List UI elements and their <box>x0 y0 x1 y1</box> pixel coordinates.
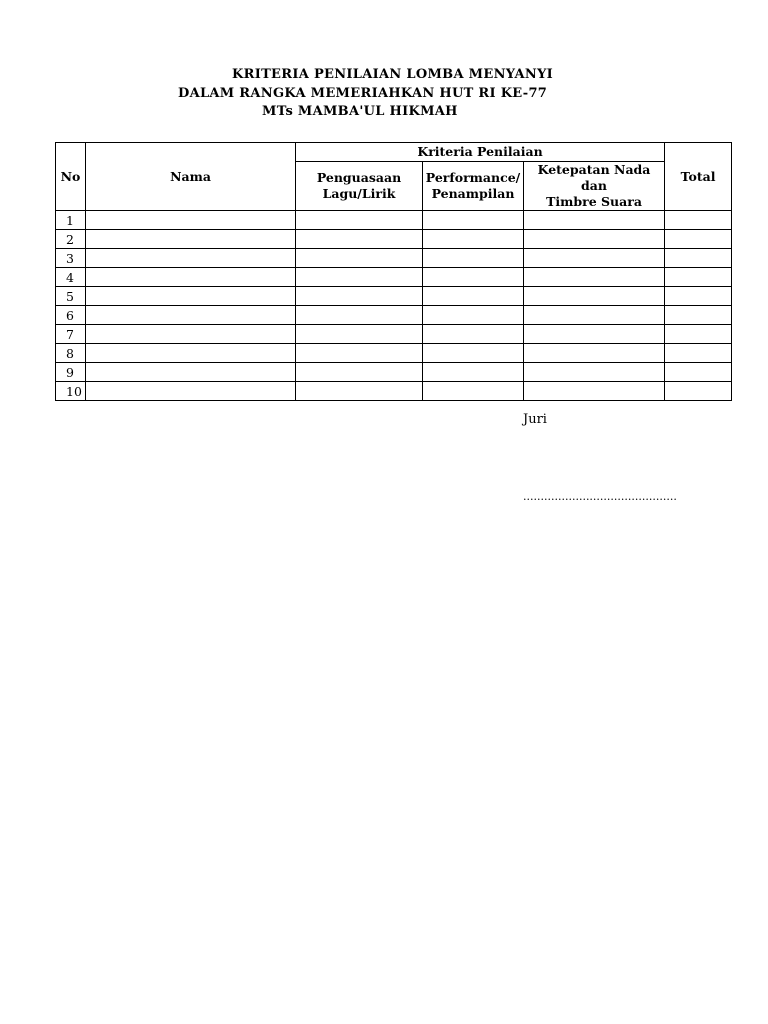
total-cell <box>665 344 732 363</box>
total-cell <box>665 211 732 230</box>
table-row <box>56 230 732 249</box>
table-row <box>56 344 732 363</box>
nama-cell <box>86 306 296 325</box>
table-row <box>56 268 732 287</box>
table-row <box>56 249 732 268</box>
table-row <box>56 325 732 344</box>
performance-cell <box>423 382 524 401</box>
performance-cell <box>423 344 524 363</box>
performance-cell <box>423 363 524 382</box>
penguasaan-cell <box>296 363 423 382</box>
header-penguasaan-line1: Penguasaan <box>316 170 402 185</box>
ketepatan-cell <box>524 363 665 382</box>
total-cell <box>665 268 732 287</box>
nama-cell <box>86 382 296 401</box>
penguasaan-cell <box>296 382 423 401</box>
header-ketepatan-line1: Ketepatan Nada dan <box>537 162 651 193</box>
header-ketepatan-nada <box>524 162 665 211</box>
row-number: 9 <box>56 363 86 382</box>
nama-cell <box>86 325 296 344</box>
performance-cell <box>423 230 524 249</box>
ketepatan-cell <box>524 344 665 363</box>
total-cell <box>665 382 732 401</box>
penguasaan-cell <box>296 344 423 363</box>
row-number: 3 <box>56 249 86 268</box>
table-row <box>56 287 732 306</box>
nama-cell <box>86 363 296 382</box>
performance-cell <box>423 287 524 306</box>
nama-cell <box>86 344 296 363</box>
document-title: KRITERIA PENILAIAN LOMBA MENYANYI <box>232 67 554 82</box>
performance-cell <box>423 249 524 268</box>
ketepatan-cell <box>524 268 665 287</box>
nama-cell <box>86 211 296 230</box>
header-nama: Nama <box>86 143 296 211</box>
nama-cell <box>86 249 296 268</box>
ketepatan-cell <box>524 287 665 306</box>
table-body <box>56 211 732 401</box>
nama-cell <box>86 268 296 287</box>
table-row <box>56 306 732 325</box>
table-row <box>56 363 732 382</box>
performance-cell <box>423 325 524 344</box>
penguasaan-cell <box>296 325 423 344</box>
total-cell <box>665 306 732 325</box>
nama-cell <box>86 287 296 306</box>
header-total: Total <box>665 143 732 211</box>
ketepatan-cell <box>524 325 665 344</box>
row-number: 6 <box>56 306 86 325</box>
performance-cell <box>423 268 524 287</box>
nama-cell <box>86 230 296 249</box>
header-penguasaan-lagu <box>296 162 423 211</box>
penguasaan-cell <box>296 306 423 325</box>
header-ketepatan-line2: Timbre Suara <box>546 194 642 209</box>
header-penguasaan-line2: Lagu/Lirik <box>322 186 396 201</box>
total-cell <box>665 230 732 249</box>
school-name: MTs MAMBA'UL HIKMAH <box>262 104 458 119</box>
ketepatan-cell <box>524 211 665 230</box>
header-kriteria-penilaian: Kriteria Penilaian <box>296 143 665 162</box>
ketepatan-cell <box>524 249 665 268</box>
header-no: No <box>56 143 86 211</box>
ketepatan-cell <box>524 306 665 325</box>
row-number: 1 <box>56 211 86 230</box>
row-number: 2 <box>56 230 86 249</box>
juri-label: Juri <box>523 412 547 427</box>
table-row <box>56 211 732 230</box>
total-cell <box>665 363 732 382</box>
performance-cell <box>423 211 524 230</box>
document-subtitle: DALAM RANGKA MEMERIAHKAN HUT RI KE-77 <box>178 86 548 101</box>
scoring-table <box>55 142 732 401</box>
header-performance-line2: Penampilan <box>431 186 515 201</box>
performance-cell <box>423 306 524 325</box>
ketepatan-cell <box>524 382 665 401</box>
row-number: 8 <box>56 344 86 363</box>
penguasaan-cell <box>296 268 423 287</box>
ketepatan-cell <box>524 230 665 249</box>
penguasaan-cell <box>296 211 423 230</box>
row-number: 4 <box>56 268 86 287</box>
total-cell <box>665 287 732 306</box>
signature-line: ............................................ <box>523 490 677 503</box>
total-cell <box>665 249 732 268</box>
row-number: 10 <box>56 382 86 401</box>
header-performance-line1: Performance/ <box>425 170 521 185</box>
table-row <box>56 382 732 401</box>
header-performance <box>423 162 524 211</box>
penguasaan-cell <box>296 230 423 249</box>
total-cell <box>665 325 732 344</box>
penguasaan-cell <box>296 287 423 306</box>
penguasaan-cell <box>296 249 423 268</box>
row-number: 5 <box>56 287 86 306</box>
row-number: 7 <box>56 325 86 344</box>
